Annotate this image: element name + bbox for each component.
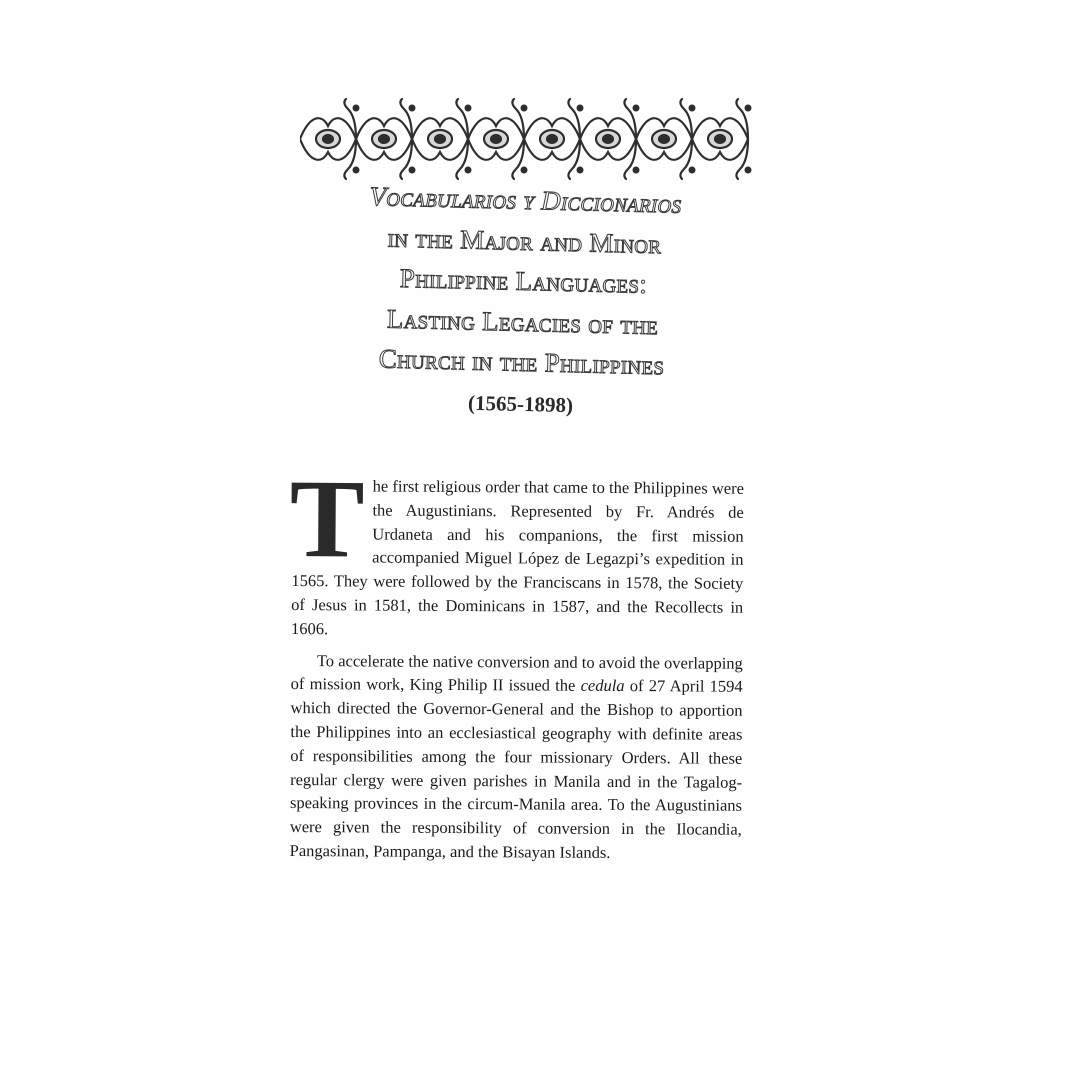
ornament-bud-top: [745, 105, 752, 112]
ornament-bud-top: [633, 105, 640, 112]
ornament-bud-top: [577, 105, 584, 112]
ornamental-header-border: [300, 96, 752, 182]
ornament-medallion-core: [547, 135, 557, 143]
title-line-1: Vocabularios y Diccionarios: [369, 181, 682, 219]
ornament-medallion-core: [603, 135, 613, 143]
ornament-bud-top: [465, 105, 472, 112]
ornament-medallion-core: [491, 135, 501, 143]
ornament-medallion-core: [715, 135, 725, 143]
paragraph-1-text: he first religious order that came to the Philippines were the Augustinians. Represented by Fr. Andrés de Urdaneta and his companions, the first mission accompanied Miguel López de Legazpi’s expedition in 1565. They were followed by the Franciscans in 1578, the Society of Jesus in 1581, the Dominicans in 1587, and the Recollects in 1606.: [290, 476, 744, 639]
ornament-medallion-core: [379, 135, 389, 143]
title-line-4: Lasting Legacies of the: [386, 303, 659, 340]
paragraph-2: [290, 649, 743, 866]
ornament-bud-bottom: [409, 167, 416, 174]
ornament-medallion-core: [435, 135, 445, 143]
title-line-5: Church in the Philippines: [378, 343, 665, 381]
ornament-bud-bottom: [465, 167, 472, 174]
ornament-bud-bottom: [633, 167, 640, 174]
ornament-bud-bottom: [521, 167, 528, 174]
italic-term-cedula: cedula: [580, 676, 625, 696]
ornament-medallion-core: [659, 135, 669, 143]
ornament-bud-top: [353, 105, 360, 112]
chapter-title: [292, 174, 754, 424]
ornament-bud-bottom: [745, 167, 752, 174]
ornament-bud-bottom: [353, 167, 360, 174]
title-years: (1565-1898): [467, 390, 574, 417]
title-line-3: Philippine Languages:: [399, 262, 648, 299]
ornament-bud-top: [409, 105, 416, 112]
ornament-medallion-core: [323, 135, 333, 143]
ornament-bud-top: [689, 105, 696, 112]
title-line-2: in the Major and Minor: [387, 222, 662, 259]
body-text: [289, 456, 744, 866]
paragraph-2-text-start: To accelerate the native conversion and to avoid the overlapping of mission work, King Philip II issued the: [290, 650, 743, 696]
ornament-bud-top: [521, 105, 528, 112]
ornament-bud-bottom: [689, 167, 696, 174]
ornament-bud-bottom: [577, 167, 584, 174]
drop-cap: T: [289, 456, 365, 582]
paragraph-1: [289, 456, 744, 643]
paragraph-2-text-end: of 27 April 1594 which directed the Governor-General and the Bishop to apportion the Philippines into an ecclesiastical geography with definite areas of responsibilities among the four missionary Orders. All these regular clergy were given parishes in Manila and in the Tagalog-speaking provinces in the circum-Manila area. To the Augustinians were given the responsibility of conversion in the Ilocandia, Pangasinan, Pampanga, and the Bisayan Islands.: [289, 676, 743, 862]
